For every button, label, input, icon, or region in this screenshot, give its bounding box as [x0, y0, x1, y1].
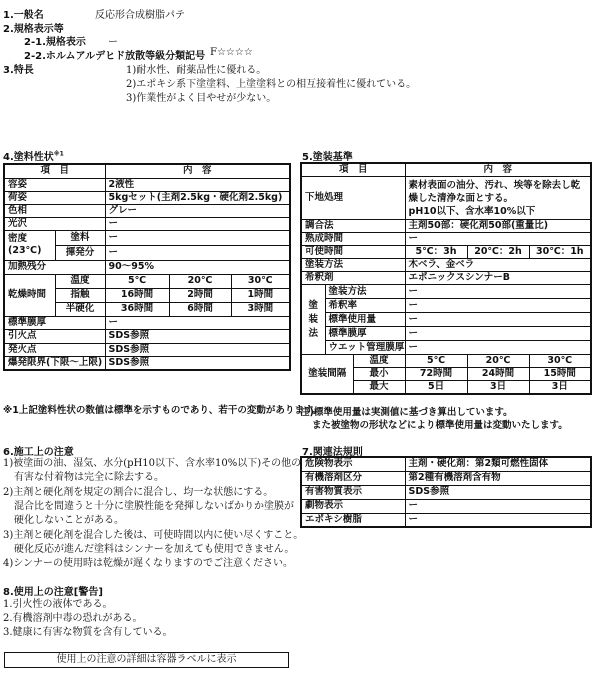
row-label: 荷姿: [4, 191, 105, 204]
text-line: pH10以下、含水率10%以下: [408, 205, 536, 217]
pot-life-cell: 30℃：1h: [529, 246, 591, 259]
regulations-title: 7.関連法規則: [302, 447, 363, 458]
note-line: 3)主剤と硬化剤を混合した後は、可使時間以内に使い尽くすこと。: [3, 530, 304, 541]
interval-cell: 3日: [467, 381, 529, 395]
row-value: ー: [105, 316, 290, 329]
row-value: SDS参照: [105, 343, 290, 356]
row-value: 5kgセット(主剤2.5kg・硬化剤2.5kg): [105, 191, 290, 204]
recoat-interval-label: 塗装間隔: [301, 355, 353, 395]
row-label: 色相: [4, 204, 105, 217]
row-value: SDS参照: [105, 356, 290, 370]
row-value: ー: [405, 313, 591, 327]
row-label: 標準膜厚: [4, 316, 105, 329]
formaldehyde-class-label: 2-2.ホルムアルデヒド放散等級分類記号: [24, 51, 206, 62]
row-label: 塗装方法: [325, 285, 405, 299]
row-value: SDS参照: [105, 329, 290, 343]
drying-time-label: 乾燥時間: [4, 274, 55, 316]
note-line: 有害な付着物は完全に除去する。: [14, 472, 164, 483]
row-value: 主剤・硬化剤：第2類可燃性固体: [405, 457, 591, 471]
row-value: ー: [405, 299, 591, 313]
pot-life-cell: 20℃：2h: [467, 246, 529, 259]
text-line: 燥した清浄な面とする。: [408, 192, 514, 204]
row-label: 爆発限界(下限～上限): [4, 356, 105, 370]
row-label: 光沢: [4, 217, 105, 230]
formaldehyde-class-value: F☆☆☆☆: [210, 47, 253, 58]
row-value: 2液性: [105, 178, 290, 191]
row-label: 下地処理: [301, 177, 405, 220]
time-cell: 6時間: [169, 302, 231, 316]
regulations-table: [300, 456, 592, 528]
coating-standard-note: また被塗物の形状などにより標準使用量は変動いたします。: [312, 420, 568, 431]
time-cell: 1時間: [231, 288, 290, 302]
coating-method-group-label: [301, 285, 325, 355]
row-label: 標準膜厚: [325, 327, 405, 341]
warning-item: 3.健康に有害な物質を含有している。: [3, 627, 173, 638]
footnote-mark: ※1: [53, 150, 64, 158]
standard-display-label: 2-1.規格表示: [24, 37, 86, 48]
surface-prep-value: [405, 177, 591, 220]
pot-life-cell: 5℃：3h: [405, 246, 467, 259]
interval-cell: 5日: [405, 381, 467, 395]
row-sublabel: 最大: [353, 381, 405, 395]
row-label: 標準使用量: [325, 313, 405, 327]
interval-cell: 72時間: [405, 368, 467, 381]
warning-item: 2.有機溶剤中毒の恐れがある。: [3, 613, 143, 624]
text-line: 素材表面の油分、汚れ、埃等を除去し乾: [408, 179, 581, 191]
row-label: 劇物表示: [301, 499, 405, 513]
row-label: 加熱残分: [4, 260, 105, 274]
time-cell: 3時間: [231, 302, 290, 316]
row-value: ー: [405, 513, 591, 527]
row-label: 危険物表示: [301, 457, 405, 471]
construction-notes-title: 6.施工上の注意: [3, 447, 74, 458]
row-value: ー: [105, 245, 290, 260]
row-label: 調合法: [301, 220, 405, 233]
row-value: ー: [405, 327, 591, 341]
interval-cell: 15時間: [529, 368, 591, 381]
row-sublabel: 指触: [55, 288, 105, 302]
feature-item: 2)エポキシ系下塗塗料、上塗塗料との相互接着性に優れている。: [126, 79, 417, 90]
row-label: 希釈剤: [301, 272, 405, 285]
row-value: ー: [405, 499, 591, 513]
general-name-value: 反応形合成樹脂パテ: [95, 10, 185, 21]
header-content: 内 容: [105, 164, 290, 178]
row-sublabel: 半硬化: [55, 302, 105, 316]
row-label: 発火点: [4, 343, 105, 356]
row-label: エポキシ樹脂: [301, 513, 405, 527]
row-value: 主剤50部：硬化剤50部(重量比): [405, 220, 591, 233]
row-sublabel: 最小: [353, 368, 405, 381]
interval-cell: 24時間: [467, 368, 529, 381]
density-label-text: 密度: [8, 233, 28, 244]
row-label: 引火点: [4, 329, 105, 343]
note-line: 4)シンナーの使用時は乾燥が遅くなりますのでご注意ください。: [3, 558, 294, 569]
row-label: 熟成時間: [301, 233, 405, 246]
row-label: 有機溶剤区分: [301, 471, 405, 485]
note-line: 硬化しないことがある。: [14, 515, 124, 526]
general-name-label: 1.一般名: [3, 10, 44, 21]
warning-item: 1.引火性の液体である。: [3, 599, 113, 610]
row-sublabel: 温度: [55, 274, 105, 288]
row-value: グレー: [105, 204, 290, 217]
label-notice-box: 使用上の注意の詳細は容器ラベルに表示: [4, 652, 289, 668]
paint-properties-footnote: ※1上記塗料性状の数値は標準を示すものであり、若干の変動があります。: [3, 405, 323, 416]
time-cell: 36時間: [105, 302, 169, 316]
row-sublabel: 温度: [353, 355, 405, 368]
row-label: ウエット管理膜厚: [325, 341, 405, 355]
row-value: SDS参照: [405, 485, 591, 499]
row-value: 第2種有機溶剤含有物: [405, 471, 591, 485]
text-char: 塗: [308, 299, 318, 311]
temp-cell: 30℃: [231, 274, 290, 288]
temp-cell: 5℃: [105, 274, 169, 288]
header-content: 内 容: [405, 163, 591, 177]
paint-properties-title: [3, 148, 64, 163]
density-temp-text: (23℃): [8, 245, 42, 256]
temp-cell: 30℃: [529, 355, 591, 368]
temp-cell: 5℃: [405, 355, 467, 368]
text-char: 装: [308, 313, 318, 325]
note-line: 2)主剤と硬化剤を規定の割合に混合し、均一な状態にする。: [3, 487, 274, 498]
note-line: 混合比を間違うと十分に塗膜性能を発揮しないばかりか塗膜が: [14, 501, 294, 512]
time-cell: 16時間: [105, 288, 169, 302]
density-label: [4, 230, 55, 260]
temp-cell: 20℃: [169, 274, 231, 288]
coating-standard-title: 5.塗装基準: [302, 152, 353, 163]
temp-cell: 20℃: [467, 355, 529, 368]
standard-display-value: ー: [108, 37, 118, 48]
usage-warnings-title: 8.使用上の注意[警告]: [3, 587, 103, 598]
coating-standard-note: 注)標準使用量は実測値に基づき算出しています。: [300, 407, 513, 418]
header-item: 項 目: [4, 164, 105, 178]
coating-standard-table: [300, 162, 592, 395]
note-line: 1)被塗面の油、湿気、水分(pH10以下、含水率10%以下)その他の: [3, 458, 302, 469]
row-value: ー: [105, 217, 290, 230]
header-item: 項 目: [301, 163, 405, 177]
row-label: 有害物質表示: [301, 485, 405, 499]
row-label: 塗装方法: [301, 259, 405, 272]
feature-item: 3)作業性がよく目やせが少ない。: [126, 93, 277, 104]
text-char: 法: [308, 327, 318, 339]
row-value: ー: [405, 341, 591, 355]
row-label: 希釈率: [325, 299, 405, 313]
feature-item: 1)耐水性、耐薬品性に優れる。: [126, 65, 267, 76]
features-label: 3.特長: [3, 65, 34, 76]
note-line: 硬化反応が進んだ塗料はシンナーを加えても使用できません。: [14, 544, 295, 555]
interval-cell: 3日: [529, 381, 591, 395]
row-value: ー: [105, 230, 290, 245]
row-sublabel: 塗料: [55, 230, 105, 245]
row-value: 木ベラ、金ベラ: [405, 259, 591, 272]
time-cell: 2時間: [169, 288, 231, 302]
row-label: 可使時間: [301, 246, 405, 259]
row-value: ー: [405, 233, 591, 246]
paint-properties-table: [3, 163, 291, 371]
row-label: 容姿: [4, 178, 105, 191]
row-value: エポニックスシンナーB: [405, 272, 591, 285]
row-value: 90～95%: [105, 260, 290, 274]
standard-label: 2.規格表示等: [3, 24, 64, 35]
paint-properties-title-text: 4.塗料性状: [3, 152, 54, 163]
row-sublabel: 揮発分: [55, 245, 105, 260]
row-value: ー: [405, 285, 591, 299]
